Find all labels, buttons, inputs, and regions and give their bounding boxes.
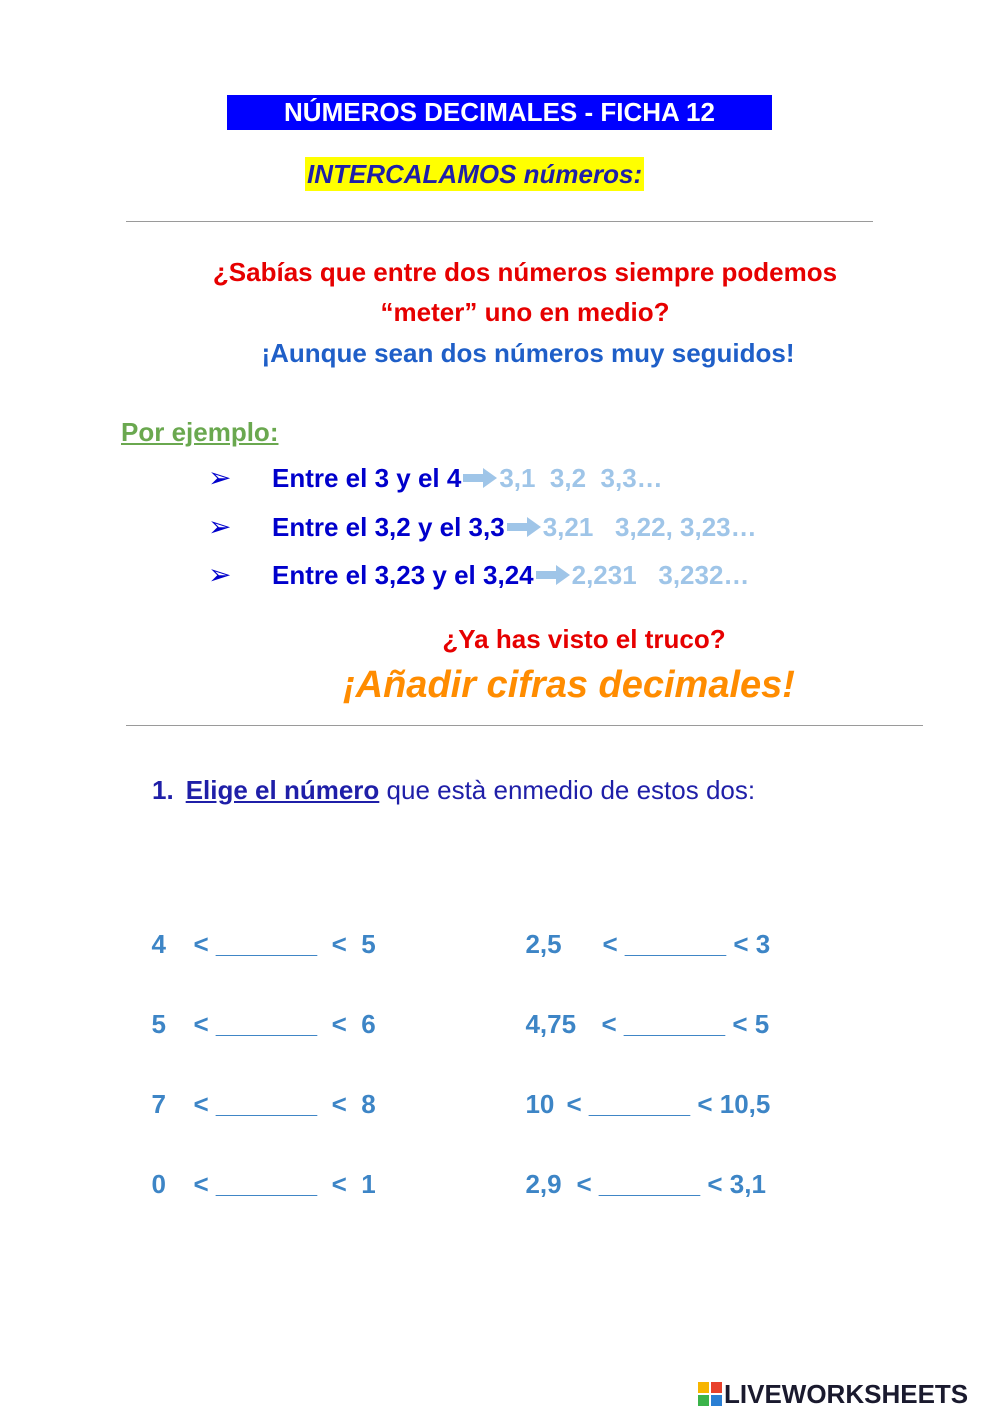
less-than-sign: < xyxy=(602,929,618,959)
inequality-low: 2,5 xyxy=(525,929,562,959)
arrowhead-bullet-icon: ➢ xyxy=(208,511,232,542)
inequality-row xyxy=(137,893,376,961)
intro-note: ¡Aunque sean dos números muy seguidos! xyxy=(261,338,795,368)
answer-blank[interactable]: _______ xyxy=(624,929,727,959)
less-than-sign: < xyxy=(331,1089,347,1119)
less-than-sign: < xyxy=(331,1009,347,1039)
intro-question-line2: “meter” uno en medio? xyxy=(380,297,670,327)
inequality-high: 6 xyxy=(361,1009,376,1039)
arrowhead-bullet-icon: ➢ xyxy=(208,559,232,590)
less-than-sign: < xyxy=(331,1169,347,1199)
inequality-high: 1 xyxy=(361,1169,376,1199)
answer-blank[interactable]: _______ xyxy=(215,1169,318,1199)
inequality-row xyxy=(511,1133,766,1201)
example-item xyxy=(208,558,749,592)
right-arrow-icon xyxy=(534,565,572,585)
examples-label: Por ejemplo: xyxy=(121,417,279,447)
less-than-sign: < xyxy=(732,1009,748,1039)
arrowhead-bullet-icon: ➢ xyxy=(208,462,232,493)
inequality-high: 3,1 xyxy=(729,1169,766,1199)
inequality-high: 3 xyxy=(755,929,771,959)
exercise-number: 1. xyxy=(152,775,174,805)
inequality-row xyxy=(137,1053,376,1121)
worksheet-subtitle: INTERCALAMOS números: xyxy=(307,159,643,189)
divider-top xyxy=(126,221,873,222)
liveworksheets-logo-icon xyxy=(698,1382,722,1406)
inequality-low: 7 xyxy=(151,1089,166,1119)
example-result: 3,21 3,22, 3,23… xyxy=(542,512,757,542)
inequality-row xyxy=(511,893,770,961)
less-than-sign: < xyxy=(331,929,347,959)
inequality-row xyxy=(137,1133,376,1201)
less-than-sign: < xyxy=(601,1009,617,1039)
right-arrow-icon xyxy=(505,517,543,537)
example-item xyxy=(208,461,663,495)
brand-name: LIVEWORKSHEETS xyxy=(724,1379,969,1409)
less-than-sign: < xyxy=(193,1169,209,1199)
inequality-low: 2,9 xyxy=(525,1169,562,1199)
answer-blank[interactable]: _______ xyxy=(215,1089,318,1119)
less-than-sign: < xyxy=(733,929,749,959)
divider-bottom xyxy=(126,725,923,726)
inequality-row xyxy=(511,973,769,1041)
example-text: Entre el 3,23 y el 3,24 xyxy=(272,560,534,590)
less-than-sign: < xyxy=(697,1089,713,1119)
less-than-sign: < xyxy=(193,1089,209,1119)
example-text: Entre el 3 y el 4 xyxy=(272,463,462,493)
intro-question-line1: ¿Sabías que entre dos números siempre podemos xyxy=(212,257,838,287)
answer-blank[interactable]: _______ xyxy=(623,1009,726,1039)
answer-blank[interactable]: _______ xyxy=(588,1089,691,1119)
exercise-instruction xyxy=(152,773,755,807)
exercise-instruction-bold: Elige el número xyxy=(185,775,380,805)
trick-answer: ¡Añadir cifras decimales! xyxy=(343,664,795,706)
brand-logo xyxy=(698,1381,968,1407)
less-than-sign: < xyxy=(193,1009,209,1039)
inequality-row xyxy=(137,973,376,1041)
example-text: Entre el 3,2 y el 3,3 xyxy=(272,512,505,542)
inequality-low: 4,75 xyxy=(525,1009,577,1039)
answer-blank[interactable]: _______ xyxy=(215,929,318,959)
right-arrow-icon xyxy=(461,468,499,488)
answer-blank[interactable]: _______ xyxy=(598,1169,701,1199)
worksheet-title: NÚMEROS DECIMALES - FICHA 12 xyxy=(227,95,772,130)
trick-question: ¿Ya has visto el truco? xyxy=(442,624,726,654)
example-result: 3,1 3,2 3,3… xyxy=(499,463,663,493)
example-item xyxy=(208,510,757,544)
inequality-high: 5 xyxy=(361,929,376,959)
inequality-high: 8 xyxy=(361,1089,376,1119)
inequality-high: 5 xyxy=(754,1009,770,1039)
less-than-sign: < xyxy=(576,1169,592,1199)
less-than-sign: < xyxy=(707,1169,723,1199)
inequality-low: 4 xyxy=(151,929,166,959)
inequality-low: 0 xyxy=(151,1169,166,1199)
answer-blank[interactable]: _______ xyxy=(215,1009,318,1039)
inequality-high: 10,5 xyxy=(719,1089,771,1119)
inequality-low: 10 xyxy=(525,1089,555,1119)
less-than-sign: < xyxy=(193,929,209,959)
inequality-low: 5 xyxy=(151,1009,166,1039)
inequality-row xyxy=(511,1053,770,1121)
example-result: 2,231 3,232… xyxy=(571,560,750,590)
less-than-sign: < xyxy=(566,1089,582,1119)
exercise-instruction-rest: que està enmedio de estos dos: xyxy=(379,775,756,805)
